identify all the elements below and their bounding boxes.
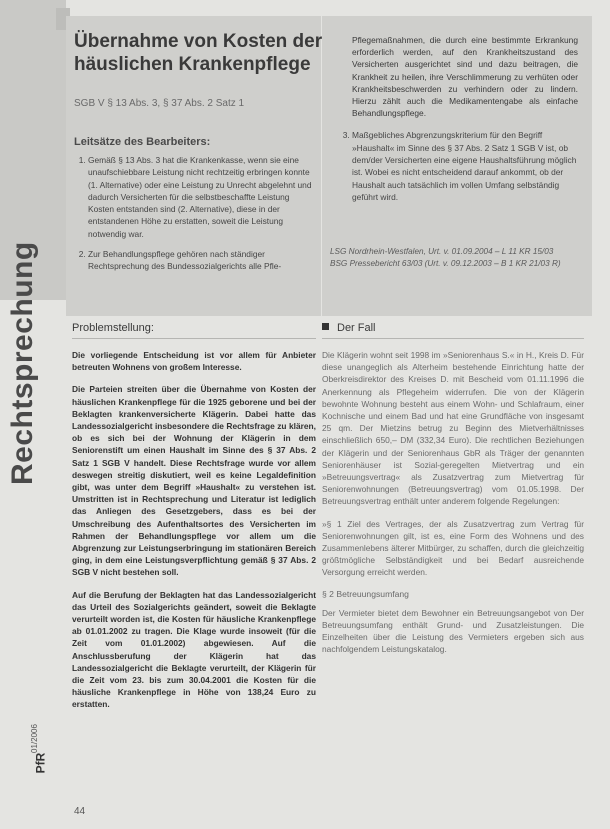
leitsatz-3: 3. Maßgebliches Abgrenzungskriterium für den Begriff »Haushalt« im Sinne des § 37 Abs. 2 Satz 1 SGB V ist, ob dem/der Versicherten eine eigene Haushaltsführung möglich ist. Wobei es nicht entscheidend darauf ankommt, ob der Haushalt auch tatsächlich im vollen Umfang selbständig geführt wird. — [352, 129, 578, 203]
fall-heading: Der Fall — [322, 322, 584, 339]
fall-paragraph-2: »§ 1 Ziel des Vertrages, der als Zusatzvertrag zum Vertrag für Seniorenwohnungen gilt, ist es, eine Form des Wohnens und des Zusammenlebens älterer Mitbürger, zu schaffen, durch die gleichzeitig größtmögliche Selbständigkeit und bei Bedarf ausreichende Versorgung erreicht werden. — [322, 518, 584, 578]
logo-text: PfR — [33, 752, 48, 774]
leitsatz-2-start: 2. Zur Behandlungspflege gehören nach ständiger Rechtsprechung des Bundessozialgerichts alle Pfle- — [88, 248, 314, 273]
fall-subheading: § 2 Betreuungsumfang — [322, 588, 409, 599]
leitsatz-1: 1. Gemäß § 13 Abs. 3 hat die Krankenkasse, wenn sie eine unaufschiebbare Leistung nicht rechtzeitig erbringen konnte (1. Alternative) oder eine Leistung zu Unrecht abgelehnt und dadurch Versicherten für die selbstbeschaffte Leistung Kosten entstanden sind (2. Alternative), diese in der entstandenen Höhe zu erstatten, soweit die Leistung notwendig war. — [88, 154, 314, 240]
problem-section — [72, 322, 316, 721]
fall-paragraph-1: Die Klägerin wohnt seit 1998 im »Seniorenhaus S.« in H., Kreis D. Für diese unangeglich als Alterheim bestehende Einrichtung hatte der Oberkreisdirektor des Kreises D. mit Bescheid vom 01.11.1996 die Anerkennung als Pflegeheim widerrufen. Die von der Klägerin bewohnte Wohnung besteht aus einem Wohn- und Schlafraum, einer Kochnische und einem Bad und hat eine Grundfläche von insgesamt 25 qm. Der Mietzins betrug zu Beginn des Mietverhältnisses einschließlich 650,– DM (332,34 Euro). Die rechtlichen Beziehungen der Klägerin und der Seniorenhaus GbR als Träger der genannten Seniorenhäuser ist Sozial-geregelten Mietvertrag und ein »Betreuungsvertrag« als Zusatzvertrag zum Mietvertrag für Seniorenwohnungen (Betreuungsvertrag) vom 01.05.1998. Der Betreuungsvertrag enthält unter anderem folgende Regelungen: — [322, 350, 584, 507]
citation-1: LSG Nordrhein-Westfalen, Urt. v. 01.09.2004 – L 11 KR 15/03 — [330, 247, 554, 256]
issue-label: 01/2006 — [29, 724, 39, 753]
fall-section — [322, 322, 584, 665]
journal-logo — [28, 724, 48, 784]
problem-paragraph-2: Die Parteien streiten über die Übernahme von Kosten der häuslichen Krankenpflege für die 1925 geborene und bei der Beklagten krankenversicherte Klägerin. Dabei hatte das Landessozialgericht insbesondere die Rechtsfrage zu klären, ob es sich bei der Wohnung der Klägerin in dem Seniorenstift um einen Haushalt im Sinne des § 37 Abs. 2 Satz 1 SGB V handelt. Diese Rechtsfrage wurde vor allem deswegen streitig diskutiert, weil es keine Legaldefinition gibt, was unter dem Begriff »Haushalt« zu verstehen ist. Umstritten ist in Rechtsprechung und Literatur ist lediglich das Anliegen des Gesetzgebers, dass es bei der Umschreibung des Aufenthaltsortes des Versicherten im Rahmen der Behandlungspflege vor allem um die Abgrenzung zur Leistungserbringung im stationären Bereich ging, in dem eine Leistungsverpflichtung gemäß § 37 Abs. 2 SGB V nicht bestehen soll. — [72, 384, 316, 578]
ressort-label: Rechtsprechung — [6, 241, 39, 485]
citation-2: BSG Pressebericht 63/03 (Urt. v. 09.12.2003 – B 1 KR 21/03 R) — [330, 259, 561, 268]
problem-paragraph-3: Auf die Berufung der Beklagten hat das Landessozialgericht das Urteil des Sozialgerichts geändert, soweit die Beklagte verurteilt worden ist, die Kosten für häusliche Krankenpflege ab 01.01.2002 zu tragen. Die Klage wurde insoweit (für die Zeit vom 01.01.2002) abgewiesen. Auf die Anschlussberufung der Klägerin hat das Landessozialgericht die Beklagte verurteilt, der Klägerin für die Zeit vom 23. bis zum 30.04.2001 die Kosten für die häusliche Krankenpflege in Höhe von 138,24 Euro zu erstatten. — [72, 589, 316, 710]
leitsatz-2-cont: Pflegemaßnahmen, die durch eine bestimmte Erkrankung erforderlich werden, auf den Krankheitszustand des Versicherten ausgerichtet sind und dazu beitragen, die Krankheit zu heilen, ihre Verschlimmerung zu verhüten oder Krankheitsbeschwerden zu verhindern oder zu lindern. Hierzu zählt auch die Medikamentengabe als einfache Behandlungspflege. — [352, 35, 578, 119]
square-bullet-icon — [322, 323, 329, 330]
fall-paragraph-3: Der Vermieter bietet dem Bewohner ein Betreuungsangebot von Der Betreuungsumfang enthält Grund- und Zusatzleistungen. Die Einzelheiten über die Leistung des Vermieters ergeben sich aus nachfolgendem Leistungskatalog. — [322, 607, 584, 655]
leitsaetze-right — [338, 34, 578, 211]
problem-heading: Problemstellung: — [72, 322, 316, 339]
page-number: 44 — [74, 806, 86, 817]
citations — [330, 246, 580, 270]
problem-paragraph-1: Die vorliegende Entscheidung ist vor allem für Anbieter betreuten Wohnens von großem Interesse. — [72, 350, 316, 373]
article-title: Übernahme von Kosten der häuslichen Krankenpflege — [74, 31, 323, 75]
norm-reference: SGB V § 13 Abs. 3, § 37 Abs. 2 Satz 1 — [74, 98, 245, 109]
leitsaetze-left — [74, 154, 314, 281]
leitsaetze-heading: Leitsätze des Bearbeiters: — [74, 136, 211, 148]
